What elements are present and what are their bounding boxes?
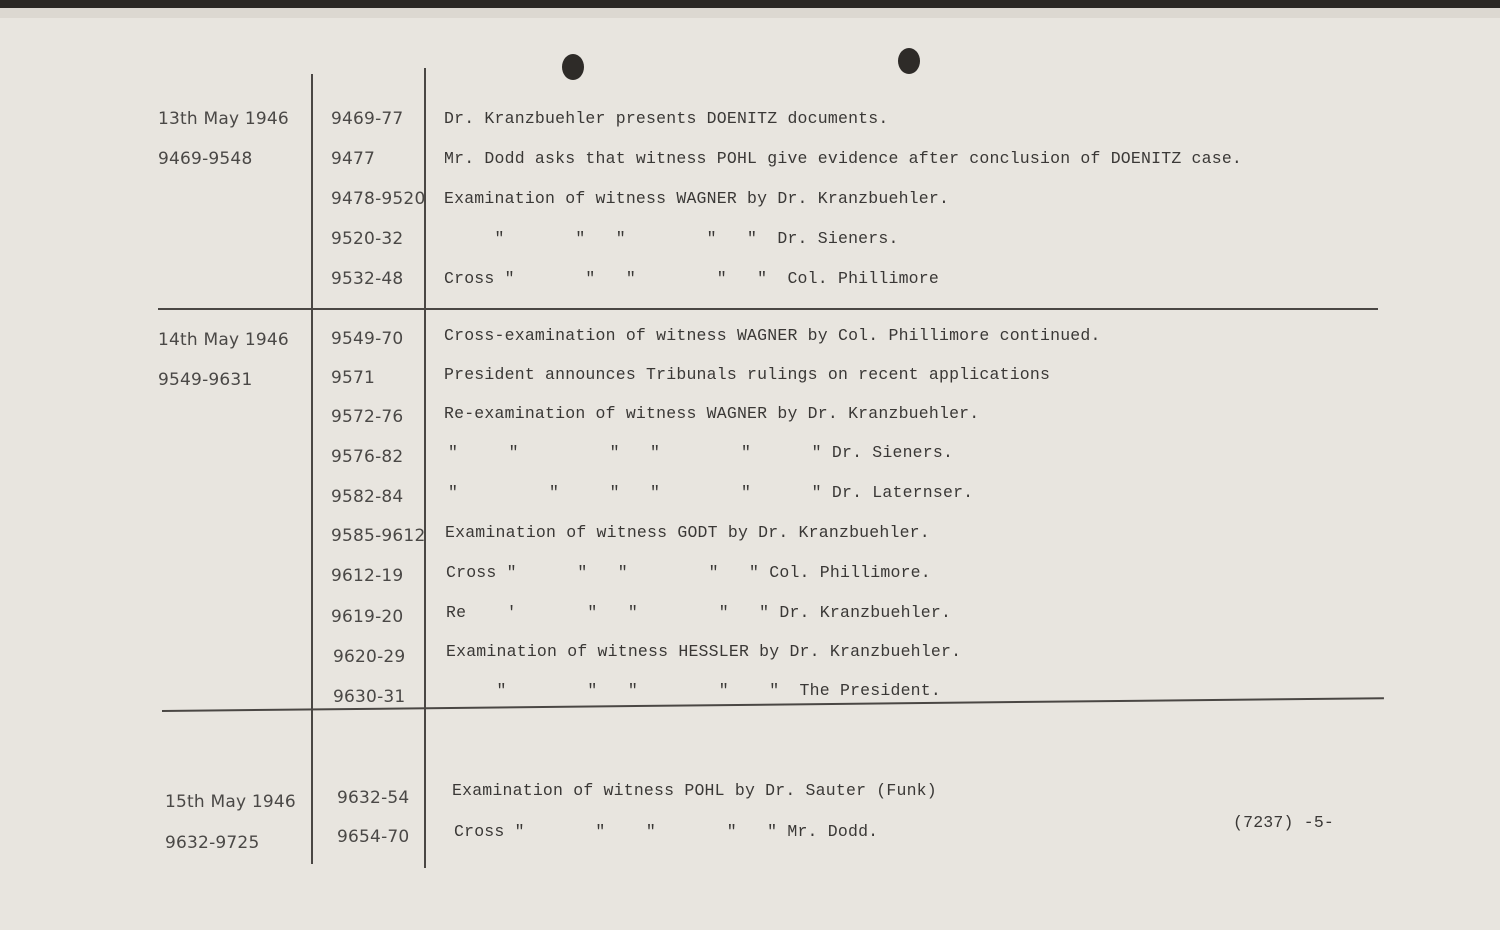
row-text: President announces Tribunals rulings on recent applications bbox=[444, 365, 1051, 384]
row-ref: 9619-20 bbox=[331, 607, 404, 627]
row-ref: 9532-48 bbox=[331, 269, 404, 289]
row-ref: 9585-9612 bbox=[331, 526, 426, 546]
row-text: Cross-examination of witness WAGNER by Col. Phillimore continued. bbox=[444, 326, 1101, 345]
row-text: Mr. Dodd asks that witness POHL give evidence after conclusion of DOENITZ case. bbox=[444, 149, 1243, 168]
row-text: Re ' " " " " Dr. Kranzbuehler. bbox=[446, 603, 952, 622]
row-text: " " " " " " Dr. Laternser. bbox=[448, 483, 974, 502]
row-ref: 9630-31 bbox=[333, 687, 406, 707]
document-page bbox=[0, 8, 1500, 930]
page-marker: (7237) -5- bbox=[1233, 813, 1335, 832]
row-text: " " " " " " Dr. Sieners. bbox=[448, 443, 954, 462]
punch-hole-left bbox=[562, 54, 584, 80]
row-text: " " " " " Dr. Sieners. bbox=[444, 229, 899, 248]
row-ref: 9549-70 bbox=[331, 329, 404, 349]
row-text: Examination of witness HESSLER by Dr. Kranzbuehler. bbox=[446, 642, 962, 661]
section-pages: 9469-9548 bbox=[158, 149, 253, 169]
row-text: " " " " " The President. bbox=[446, 681, 941, 700]
row-ref: 9632-54 bbox=[337, 788, 410, 808]
row-text: Cross " " " " " Mr. Dodd. bbox=[454, 822, 879, 841]
row-ref: 9478-9520 bbox=[331, 189, 426, 209]
section-date: 13th May 1946 bbox=[158, 109, 289, 129]
row-ref: 9572-76 bbox=[331, 407, 404, 427]
section-pages: 9632-9725 bbox=[165, 833, 260, 853]
row-text: Dr. Kranzbuehler presents DOENITZ documents. bbox=[444, 109, 889, 128]
row-text: Cross " " " " " Col. Phillimore bbox=[444, 269, 939, 288]
column-rule-date bbox=[311, 74, 313, 864]
page-top-edge bbox=[0, 8, 1500, 18]
row-ref: 9620-29 bbox=[333, 647, 406, 667]
section-pages: 9549-9631 bbox=[158, 370, 253, 390]
row-ref: 9477 bbox=[331, 149, 376, 169]
row-text: Examination of witness WAGNER by Dr. Kranzbuehler. bbox=[444, 189, 950, 208]
row-ref: 9571 bbox=[331, 368, 376, 388]
row-text: Examination of witness POHL by Dr. Sauter (Funk) bbox=[452, 781, 937, 800]
punch-hole-right bbox=[898, 48, 920, 74]
column-rule-ref bbox=[424, 68, 426, 868]
row-text: Cross " " " " " Col. Phillimore. bbox=[446, 563, 931, 582]
section-date: 14th May 1946 bbox=[158, 330, 289, 350]
row-text: Examination of witness GODT by Dr. Kranzbuehler. bbox=[445, 523, 930, 542]
row-ref: 9582-84 bbox=[331, 487, 404, 507]
section-date: 15th May 1946 bbox=[165, 792, 296, 812]
row-ref: 9654-70 bbox=[337, 827, 410, 847]
section-divider-1 bbox=[158, 308, 1378, 310]
row-ref: 9576-82 bbox=[331, 447, 404, 467]
row-text: Re-examination of witness WAGNER by Dr. Kranzbuehler. bbox=[444, 404, 980, 423]
row-ref: 9520-32 bbox=[331, 229, 404, 249]
row-ref: 9469-77 bbox=[331, 109, 404, 129]
row-ref: 9612-19 bbox=[331, 566, 404, 586]
